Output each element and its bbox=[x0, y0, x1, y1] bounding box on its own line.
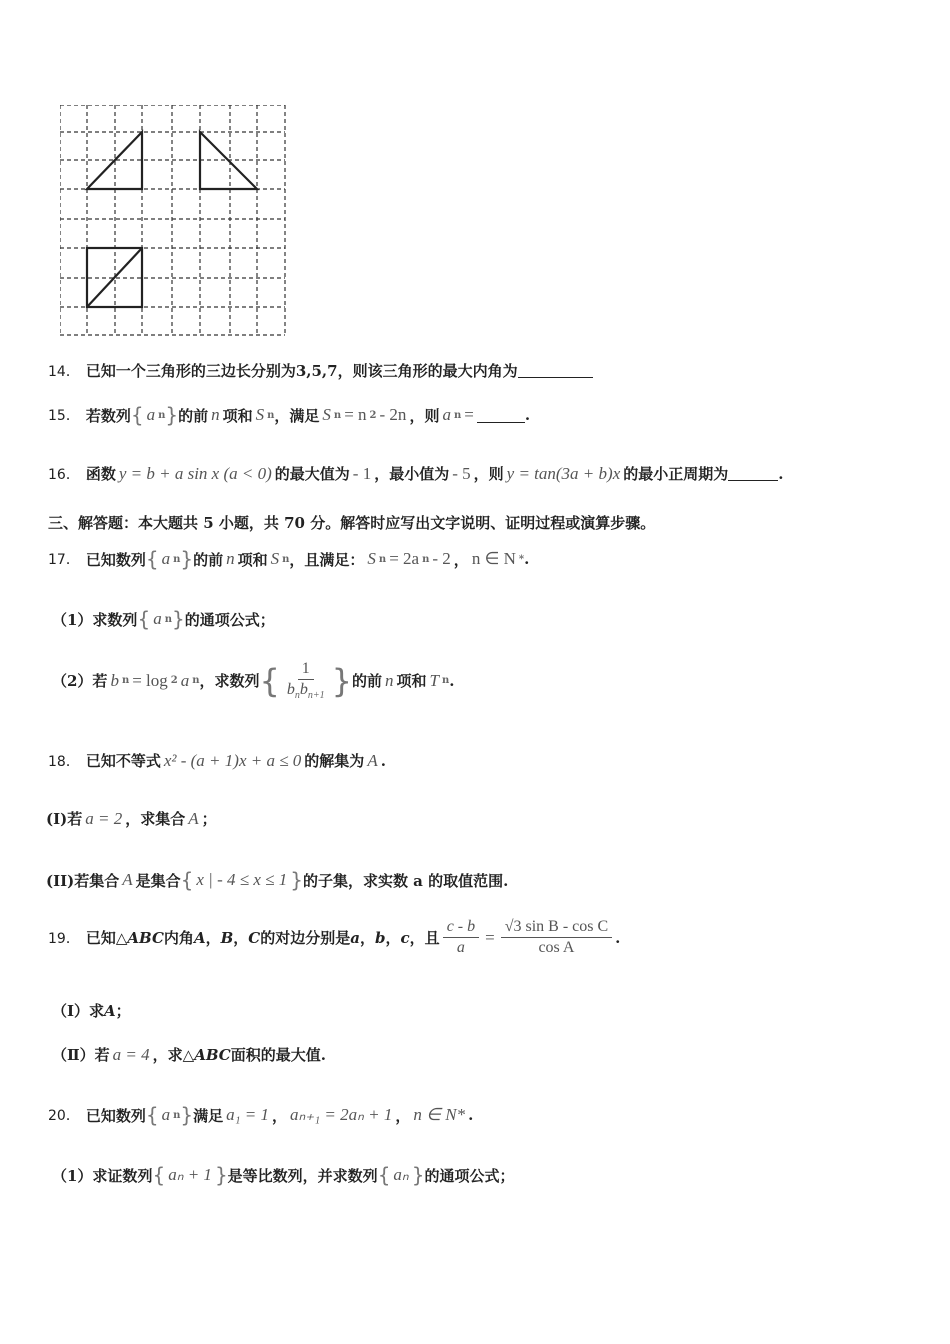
question-18: 18． 已知不等式 x² - (a + 1)x + a ≤ 0 的解集为 A . bbox=[48, 750, 386, 770]
three-view-figure bbox=[60, 105, 290, 340]
question-17-part-2: （2）若 b n = log 2 a n ，求数列 { $\frac{1}{b_nb_{n+1}}$ } 的前 n 项和 T n . bbox=[52, 660, 455, 702]
question-18-part-1: (I)若 a = 2 ，求集合 A ； bbox=[46, 808, 217, 828]
answer-blank[interactable] bbox=[728, 466, 778, 481]
question-19-part-1: （Ⅰ）求 A ； bbox=[52, 1001, 131, 1020]
question-20-part-1: （1）求证数列 { aₙ + 1 } 是等比数列，并求数列 { aₙ } 的通项公式； bbox=[52, 1163, 515, 1187]
question-19: 19． 已知△ ABC 内角 A ， B ， C 的对边分别是 a ， b ， c ，且 $\frac{c - b}{a}$ = $\frac{\text{√3 sin B - cos C}}{\text{cos A}}$ . bbox=[48, 918, 621, 956]
fraction-left: $\frac{c - b}{a}$ bbox=[443, 918, 479, 957]
question-14: 14． 已知一个三角形的三边长分别为3,5,7，则该三角形的最大内角为 bbox=[48, 360, 593, 381]
question-15: 15． 若数列 { a n } 的前 n 项和 S n ，满足 S n = n 2 - 2n ，则 a n = . bbox=[48, 403, 531, 427]
question-17-part-1: （1）求数列 { a n } 的通项公式； bbox=[52, 607, 275, 631]
fraction-right: $\frac{\text{√3 sin B - cos C}}{\text{cos A}}$ bbox=[501, 918, 612, 957]
question-17: 17． 已知数列 { a n } 的前 n 项和 S n ，且满足： S n = 2a n - 2 ， n ∈ N * . bbox=[48, 547, 530, 571]
fraction: $\frac{1}{b_nb_{n+1}}$ bbox=[286, 660, 325, 702]
question-19-part-2: （Ⅱ）若 a = 4 ，求△ ABC 面积的最大值. bbox=[52, 1044, 326, 1064]
answer-blank[interactable] bbox=[477, 408, 525, 423]
question-20: 20． 已知数列 { a n } 满足 a₁ = 1 ， aₙ₊₁ = 2aₙ + 1 ， n ∈ N* . bbox=[48, 1103, 474, 1127]
answer-blank[interactable] bbox=[518, 363, 593, 378]
section-3-title: 三、解答题：本大题共 5 小题，共 70 分。解答时应写出文字说明、证明过程或演算步骤。 bbox=[48, 514, 656, 532]
question-16: 16． 函数 y = b + a sin x (a < 0) 的最大值为 - 1 ，最小值为 - 5 ，则 y = tan(3a + b)x 的最小正周期为 . bbox=[48, 463, 784, 483]
question-18-part-2: (II)若集合 A 是集合 { x | - 4 ≤ x ≤ 1 } 的子集，求实数 a 的取值范围. bbox=[46, 868, 509, 892]
